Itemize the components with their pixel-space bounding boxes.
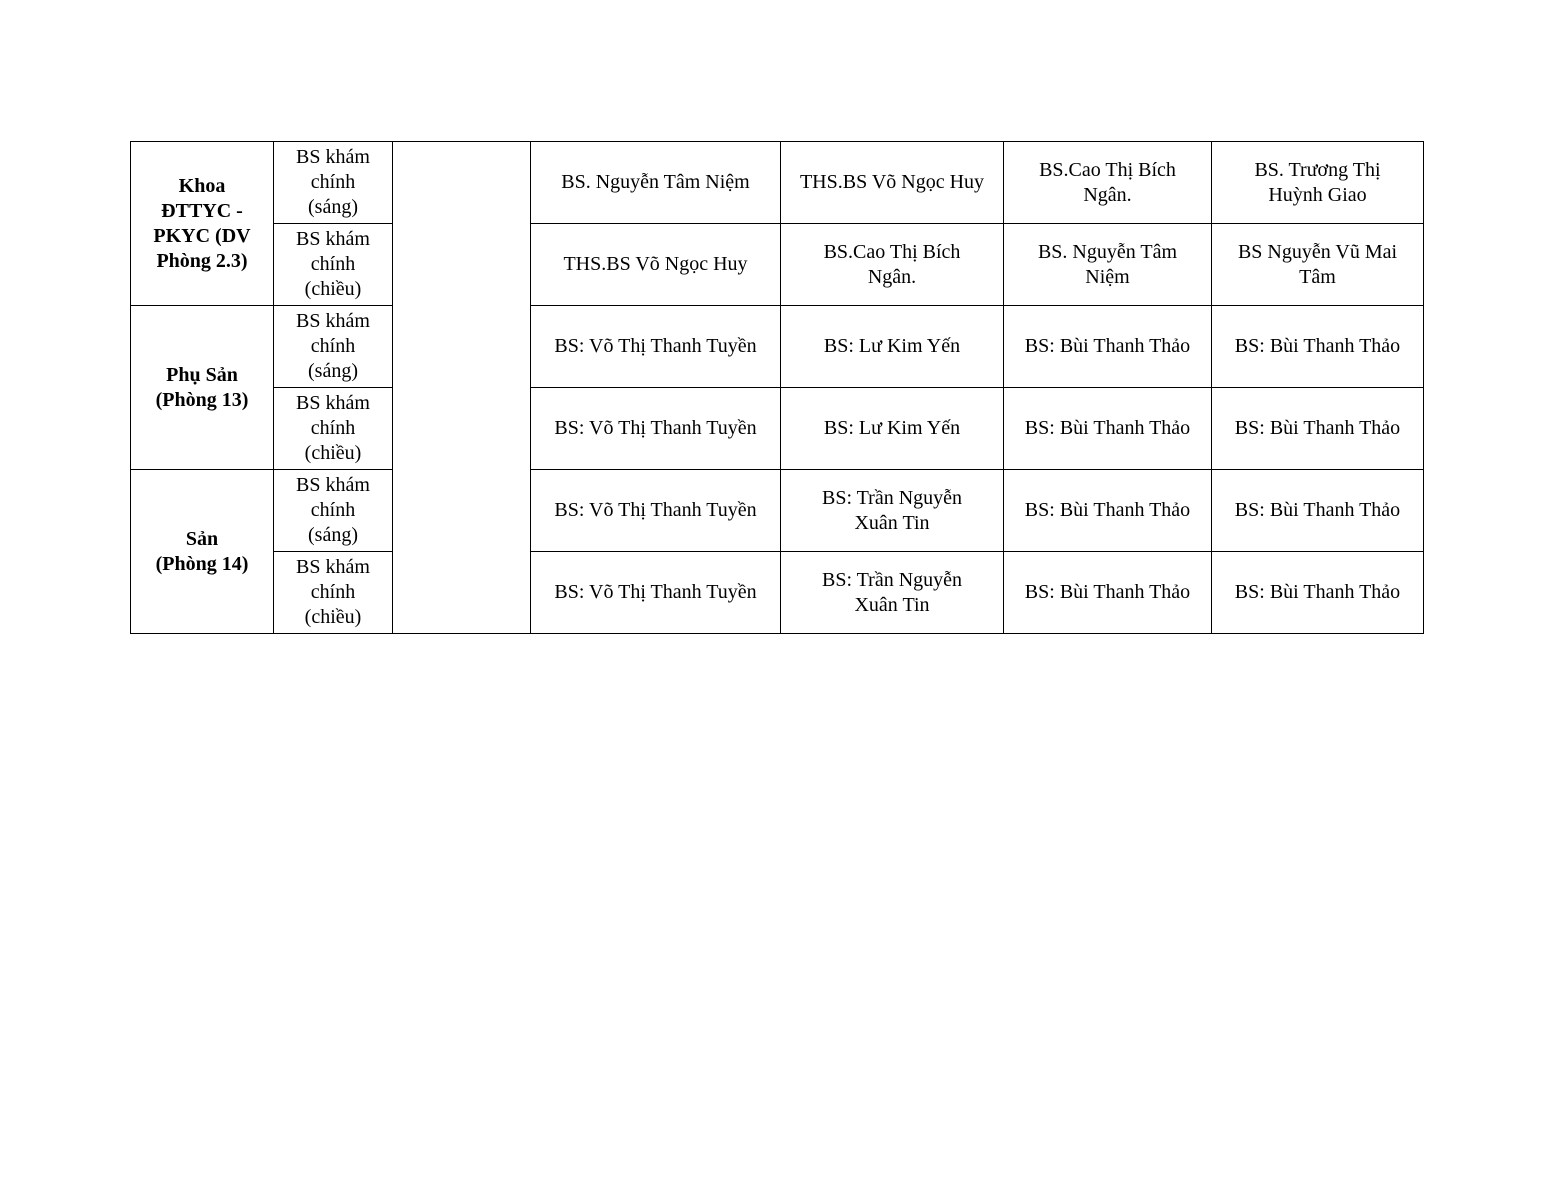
doctor-cell: BS Nguyễn Vũ Mai Tâm xyxy=(1212,224,1424,306)
table-row xyxy=(131,388,1424,470)
doctor-cell: THS.BS Võ Ngọc Huy xyxy=(781,142,1004,224)
doctor-cell: BS.Cao Thị Bích Ngân. xyxy=(781,224,1004,306)
doctor-cell: BS: Lư Kim Yến xyxy=(781,388,1004,470)
doctor-cell: BS.Cao Thị Bích Ngân. xyxy=(1004,142,1212,224)
role-cell: BS khám chính (sáng) xyxy=(274,470,393,552)
doctor-cell: BS. Nguyễn Tâm Niệm xyxy=(1004,224,1212,306)
doctor-cell: BS: Bùi Thanh Thảo xyxy=(1212,388,1424,470)
department-cell-phu-san: Phụ Sản (Phòng 13) xyxy=(131,306,274,470)
empty-column-cell xyxy=(393,142,531,634)
doctor-cell: BS: Bùi Thanh Thảo xyxy=(1004,388,1212,470)
doctor-cell: BS: Bùi Thanh Thảo xyxy=(1212,470,1424,552)
role-cell: BS khám chính (chiều) xyxy=(274,224,393,306)
doctor-schedule-table xyxy=(130,141,1424,634)
doctor-cell: THS.BS Võ Ngọc Huy xyxy=(531,224,781,306)
doctor-cell: BS: Võ Thị Thanh Tuyền xyxy=(531,306,781,388)
table-row xyxy=(131,224,1424,306)
doctor-cell: BS: Lư Kim Yến xyxy=(781,306,1004,388)
doctor-cell: BS: Bùi Thanh Thảo xyxy=(1004,306,1212,388)
department-cell-san: Sản (Phòng 14) xyxy=(131,470,274,634)
doctor-cell: BS: Bùi Thanh Thảo xyxy=(1212,552,1424,634)
role-cell: BS khám chính (chiều) xyxy=(274,388,393,470)
doctor-cell: BS: Võ Thị Thanh Tuyền xyxy=(531,552,781,634)
doctor-cell: BS: Bùi Thanh Thảo xyxy=(1212,306,1424,388)
role-cell: BS khám chính (chiều) xyxy=(274,552,393,634)
role-cell: BS khám chính (sáng) xyxy=(274,142,393,224)
table-row xyxy=(131,142,1424,224)
doctor-cell: BS: Bùi Thanh Thảo xyxy=(1004,552,1212,634)
doctor-cell: BS: Trần Nguyễn Xuân Tin xyxy=(781,470,1004,552)
role-cell: BS khám chính (sáng) xyxy=(274,306,393,388)
doctor-cell: BS: Bùi Thanh Thảo xyxy=(1004,470,1212,552)
doctor-cell: BS: Võ Thị Thanh Tuyền xyxy=(531,388,781,470)
department-cell-dttyc: Khoa ĐTTYC - PKYC (DV Phòng 2.3) xyxy=(131,142,274,306)
doctor-cell: BS: Trần Nguyễn Xuân Tin xyxy=(781,552,1004,634)
doctor-cell: BS. Trương Thị Huỳnh Giao xyxy=(1212,142,1424,224)
table-row xyxy=(131,552,1424,634)
table-row xyxy=(131,306,1424,388)
doctor-cell: BS: Võ Thị Thanh Tuyền xyxy=(531,470,781,552)
doctor-cell: BS. Nguyễn Tâm Niệm xyxy=(531,142,781,224)
table-row xyxy=(131,470,1424,552)
